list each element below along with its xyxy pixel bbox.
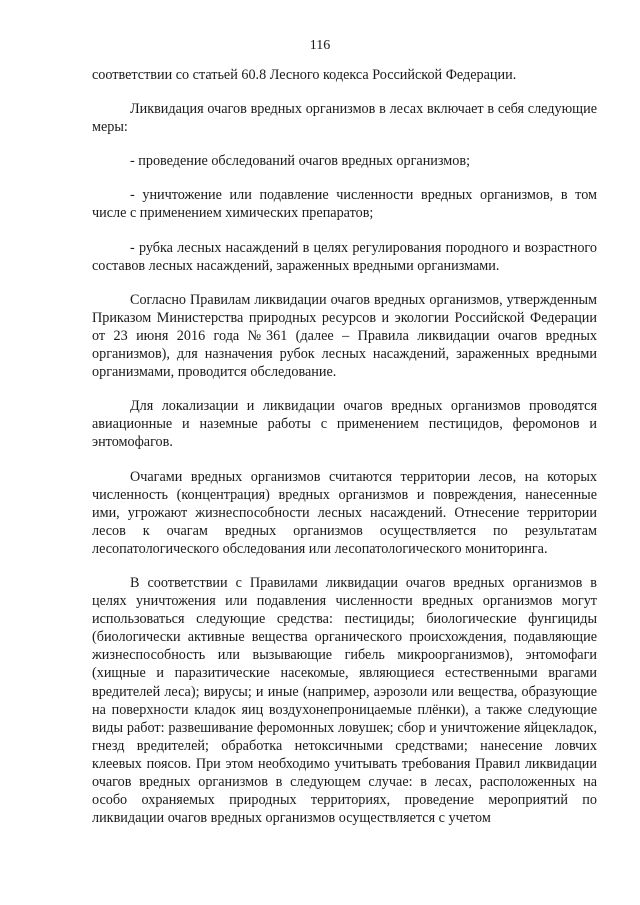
document-body [92,66,597,843]
paragraph-continuation: соответствии со статьей 60.8 Лесного кодекса Российской Федерации. [92,67,517,83]
list-item-destruction: - уничтожение или подавление численности вредных организмов, в том числе с применением химических препаратов; [92,187,597,222]
page-number: 116 [309,38,331,53]
list-item-survey: - проведение обследований очагов вредных организмов; [130,153,471,170]
paragraph-localization: Для локализации и ликвидации очагов вредных организмов проводятся авиационные и наземные работы с применением пестицидов, феромонов и энтомофагов. [92,398,597,451]
paragraph-control-means: В соответствии с Правилами ликвидации очагов вредных организмов в целях уничтожения или подавления численности вредных организмов могут использоваться следующие средства: пестициды; биологические фунгициды (биологически активные вещества органического происхождения, подавляющие жизнеспособность или вызывающие гибель микроорганизмов), энтомофаги (хищные и паразитические насекомые, являющиеся естественными врагами вредителей леса); вирусы; и иные (например, аэрозоли или вещества, образующие на поверхности кладок яиц воздухонепроницаемые плёнки), а также следующие виды работ: развешивание феромонных ловушек; сбор и уничтожение яйцекладок, гнезд вредителей; обработка нетоксичными средствами; нанесение ловчих клеевых поясов. При этом необходимо учитывать требования Правил ликвидации очагов вредных организмов в следующем случае: в лесах, расположенных на особо охраняемых природных территориях, проведение мероприятий по ликвидации очагов вредных организмов осуществляется с учетом [92,574,597,827]
paragraph-measures-intro: Ликвидация очагов вредных организмов в лесах включает в себя следующие меры: [92,101,597,136]
paragraph-outbreak-definition: Очагами вредных организмов считаются территории лесов, на которых численность (концентрация) вредных организмов и повреждения, нанесенные ими, угрожают жизнеспособности лесных насаждений. Отнесение территории лесов к очагам вредных организмов осуществляется по результатам лесопатологического обследования или лесопатологического мониторинга. [92,468,597,557]
paragraph-rules-survey: Согласно Правилам ликвидации очагов вредных организмов, утвержденным Приказом Министерства природных ресурсов и экологии Российской Федерации от 23 июня 2016 года №361 (далее – Правила ликвидации очагов вредных организмов), для назначения рубок лесных насаждений, зараженных вредными организмами, проводится обследование. [92,291,597,381]
list-item-felling: - рубка лесных насаждений в целях регулирования породного и возрастного составов лесных насаждений, зараженных вредными организмами. [92,239,597,274]
